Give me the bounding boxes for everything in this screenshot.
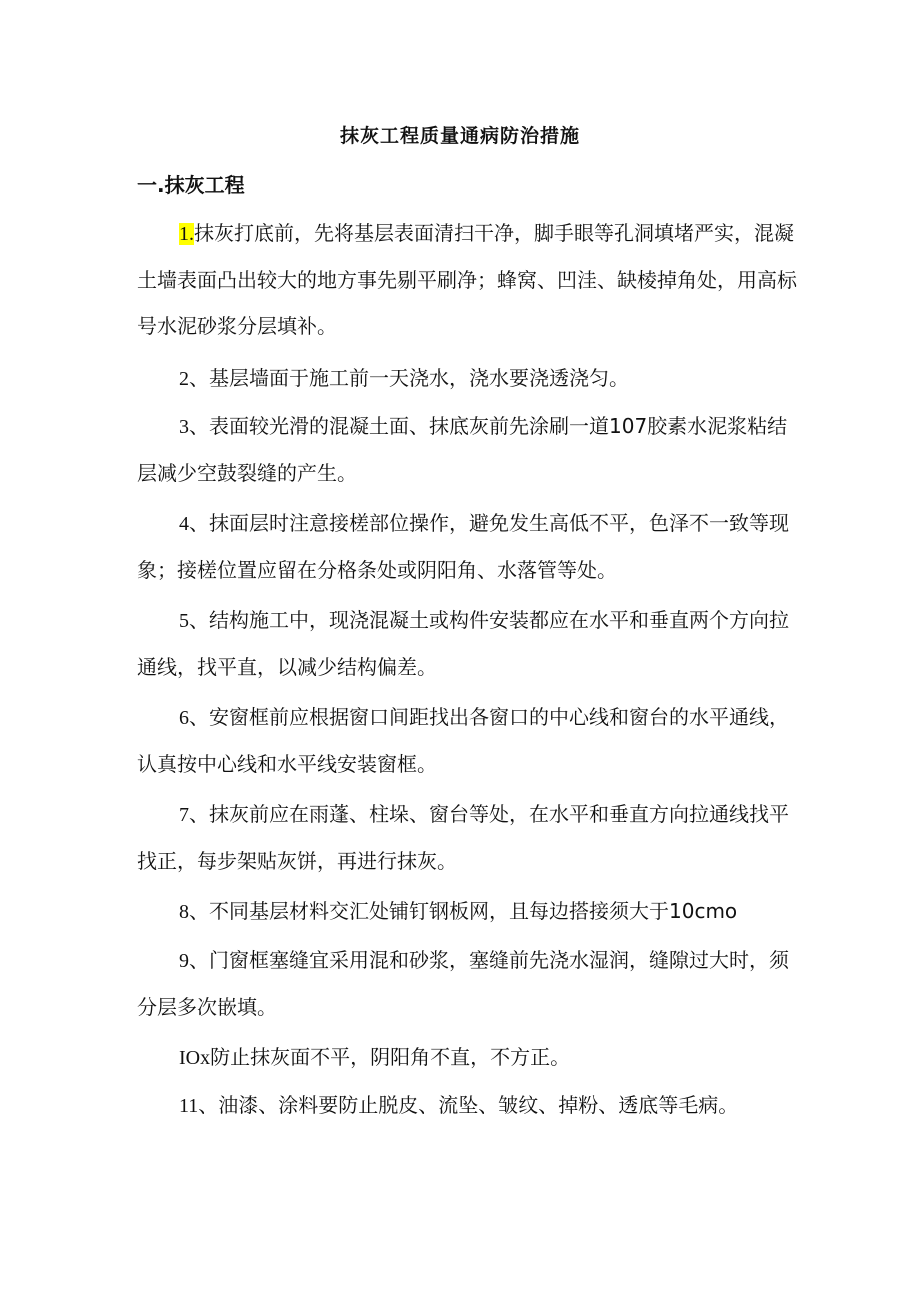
- item-text: 安窗框前应根据窗口间距找出各窗口的中心线和窗台的水平通线，认真按中心线和水平线安装窗框。: [137, 705, 789, 776]
- paragraph-item-4: [137, 500, 797, 593]
- item-text: 基层墙面于施工前一天浇水，浇水要浇透浇匀。: [209, 366, 629, 390]
- item-text: 不同基层材料交汇处铺钉钢板网，且每边搭接须大于10cmo: [209, 899, 738, 923]
- section-heading: 一.抹灰工程: [137, 173, 245, 197]
- item-number: 3、: [179, 416, 209, 438]
- item-text: 抹面层时注意接槎部位操作，避免发生高低不平，色泽不一致等现象；接槎位置应留在分格条处或阴阳角、水落管等处。: [137, 511, 789, 582]
- item-text: 防止抹灰面不平，阴阳角不直，不方正。: [210, 1045, 571, 1069]
- paragraph-item-3: [137, 403, 797, 496]
- item-number: 6、: [179, 707, 209, 729]
- item-text: 表面较光滑的混凝土面、抹底灰前先涂刷一道107胶素水泥浆粘结层减少空鼓裂缝的产生。: [137, 414, 788, 485]
- item-number: 4、: [179, 513, 209, 535]
- document-title: 抹灰工程质量通病防治措施: [339, 125, 580, 147]
- item-number: 7、: [179, 804, 209, 826]
- item-number: 2、: [179, 368, 209, 390]
- paragraph-item-11: [137, 1082, 797, 1129]
- paragraph-item-7: [137, 791, 797, 884]
- item-text: 门窗框塞缝宜采用混和砂浆，塞缝前先浇水湿润，缝隙过大时，须分层多次嵌填。: [137, 948, 789, 1019]
- item-text: 抹灰前应在雨蓬、柱垛、窗台等处，在水平和垂直方向拉通线找平找正，每步架贴灰饼，再进行抹灰。: [137, 802, 789, 873]
- item-number: 11、: [179, 1095, 219, 1117]
- paragraph-item-10: [137, 1034, 797, 1081]
- paragraph-item-8: [137, 888, 797, 935]
- item-number: 9、: [179, 950, 209, 972]
- paragraph-item-9: [137, 937, 797, 1030]
- item-number: 5、: [179, 610, 209, 632]
- paragraph-item-1: [137, 210, 797, 349]
- item-text: 抹灰打底前，先将基层表面清扫干净，脚手眼等孔洞填堵严实，混凝土墙表面凸出较大的地方事先剔平刷净；蜂窝、凹洼、缺棱掉角处，用高标号水泥砂浆分层填补。: [137, 221, 797, 338]
- paragraph-item-2: [137, 355, 797, 402]
- item-number-highlighted: 1.: [179, 223, 194, 245]
- item-number: IOx: [179, 1047, 211, 1069]
- item-number: 8、: [179, 901, 209, 923]
- paragraph-item-5: [137, 597, 797, 690]
- item-text: 结构施工中，现浇混凝土或构件安装都应在水平和垂直两个方向拉通线，找平直，以减少结构偏差。: [137, 608, 789, 679]
- paragraph-item-6: [137, 694, 797, 787]
- item-text: 油漆、涂料要防止脱皮、流坠、皱纹、掉粉、透底等毛病。: [218, 1093, 739, 1117]
